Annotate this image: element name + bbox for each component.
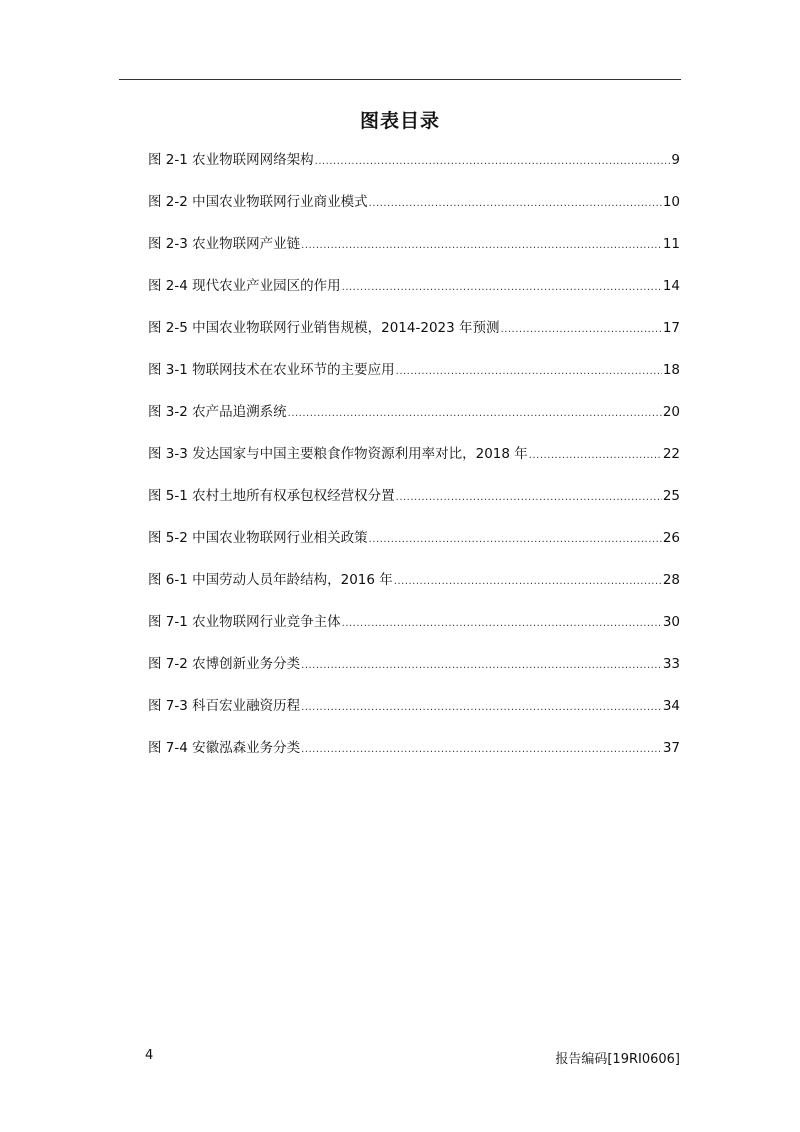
toc-entry-label: 图 7-1 农业物联网行业竞争主体 [148,614,341,630]
toc-entry[interactable] [148,738,680,780]
toc-entry-label: 图 6-1 中国劳动人员年龄结构，2016 年 [148,572,393,588]
toc-entry-label: 图 2-1 农业物联网网络架构 [148,152,314,168]
toc-entry-page: 11 [662,236,680,252]
toc-entry-label: 图 7-4 安徽泓森业务分类 [148,740,301,756]
toc-entry[interactable] [148,486,680,528]
toc-entry-page: 34 [662,698,680,714]
toc-entry-page: 33 [662,656,680,672]
header-rule [119,79,681,80]
toc-entry[interactable] [148,360,680,402]
toc-entry-label: 图 5-1 农村土地所有权承包权经营权分置 [148,488,395,504]
toc-entry-page: 20 [662,404,680,420]
footer-report-code: 报告编码[19RI0606] [555,1052,680,1067]
toc-entry[interactable] [148,696,680,738]
figure-list [148,150,680,780]
toc-entry-label: 图 7-3 科百宏业融资历程 [148,698,301,714]
toc-entry[interactable] [148,276,680,318]
toc-leader [394,572,662,592]
toc-leader [529,446,662,466]
toc-leader [342,278,662,298]
toc-entry-page: 22 [662,446,680,462]
toc-entry[interactable] [148,570,680,612]
toc-entry[interactable] [148,192,680,234]
toc-leader [301,236,662,256]
toc-leader [501,320,662,340]
toc-entry-page: 30 [662,614,680,630]
toc-leader [301,698,662,718]
toc-leader [301,656,662,676]
toc-leader [342,614,662,634]
toc-leader [396,362,662,382]
toc-entry-label: 图 3-1 物联网技术在农业环节的主要应用 [148,362,395,378]
toc-leader [369,194,662,214]
toc-entry-page: 26 [662,530,680,546]
toc-leader [301,740,662,760]
toc-entry[interactable] [148,150,680,192]
toc-entry[interactable] [148,234,680,276]
toc-entry-page: 14 [662,278,680,294]
toc-entry-label: 图 7-2 农博创新业务分类 [148,656,301,672]
toc-entry[interactable] [148,612,680,654]
toc-entry-label: 图 2-2 中国农业物联网行业商业模式 [148,194,368,210]
toc-entry[interactable] [148,318,680,360]
toc-entry-page: 28 [662,572,680,588]
toc-entry-page: 9 [671,152,680,168]
toc-entry-label: 图 2-4 现代农业产业园区的作用 [148,278,341,294]
page-title: 图表目录 [359,110,440,132]
toc-entry-label: 图 5-2 中国农业物联网行业相关政策 [148,530,368,546]
toc-leader [288,404,662,424]
toc-entry[interactable] [148,402,680,444]
toc-entry-page: 18 [662,362,680,378]
toc-leader [369,530,662,550]
toc-entry[interactable] [148,528,680,570]
toc-entry-page: 10 [662,194,680,210]
toc-entry-page: 37 [662,740,680,756]
toc-leader [396,488,662,508]
toc-entry-page: 25 [662,488,680,504]
toc-entry-label: 图 2-3 农业物联网产业链 [148,236,301,252]
toc-entry-label: 图 3-2 农产品追溯系统 [148,404,287,420]
footer-page-number: 4 [145,1048,154,1063]
toc-entry-label: 图 3-3 发达国家与中国主要粮食作物资源利用率对比，2018 年 [148,446,528,462]
toc-entry[interactable] [148,654,680,696]
toc-entry-page: 17 [662,320,680,336]
toc-entry-label: 图 2-5 中国农业物联网行业销售规模，2014-2023 年预测 [148,320,500,336]
toc-entry[interactable] [148,444,680,486]
toc-leader [315,152,671,172]
